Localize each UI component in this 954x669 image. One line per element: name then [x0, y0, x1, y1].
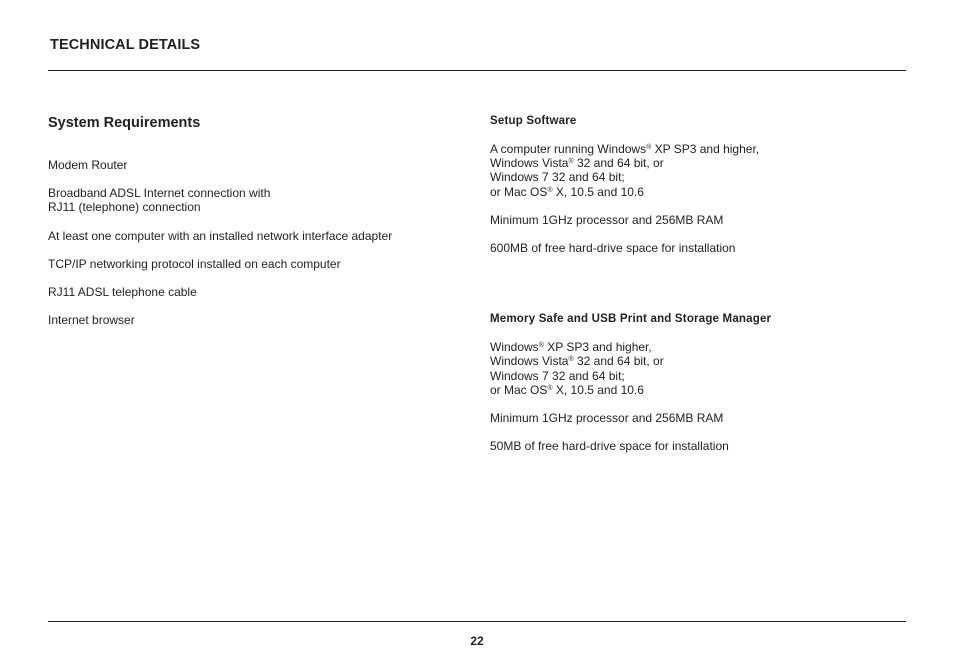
registered-mark: ®: [538, 342, 544, 350]
requirement-item: Broadband ADSL Internet connection with: [48, 186, 271, 201]
requirement-item: RJ11 (telephone) connection: [48, 200, 201, 215]
os-text: or Mac OS: [490, 184, 548, 199]
os-text: 32 and 64 bit, or: [573, 354, 664, 369]
requirement-item: TCP/IP networking protocol installed on each computer: [48, 256, 341, 271]
requirement-item: At least one computer with an installed network interface adapter: [48, 228, 393, 243]
disk-requirement: 50MB of free hard-drive space for installation: [490, 439, 729, 454]
requirement-item: RJ11 ADSL telephone cable: [48, 285, 197, 300]
os-text: 32 and 64 bit, or: [573, 156, 664, 171]
os-text: XP SP3 and higher,: [543, 340, 652, 355]
registered-mark: ®: [568, 356, 574, 364]
os-text: X, 10.5 and 10.6: [552, 184, 644, 199]
os-line-windows-7: Windows 7 32 and 64 bit;: [490, 368, 625, 383]
os-line-windows-xp: [490, 340, 890, 354]
software-requirements-column: [490, 114, 890, 453]
os-line-mac-os: [490, 185, 890, 199]
os-text: A computer running Windows: [490, 142, 647, 156]
os-line-windows-7: Windows 7 32 and 64 bit;: [490, 170, 625, 185]
os-text: Windows Vista: [490, 156, 569, 171]
page-header-title: TECHNICAL DETAILS: [50, 37, 201, 53]
os-text: Windows Vista: [490, 354, 569, 369]
disk-requirement: 600MB of free hard-drive space for installation: [490, 241, 736, 256]
registered-mark: ®: [568, 158, 574, 166]
section-title-memory-safe: Memory Safe and USB Print and Storage Manager: [490, 313, 772, 326]
registered-mark: ®: [547, 186, 553, 194]
footer-divider: [48, 621, 906, 622]
os-line-windows-vista: [490, 354, 890, 368]
registered-mark: ®: [646, 144, 652, 151]
os-text: X, 10.5 and 10.6: [552, 382, 644, 397]
processor-requirement: Minimum 1GHz processor and 256MB RAM: [490, 411, 724, 426]
page-number: 22: [470, 634, 484, 648]
section-title-setup-software: Setup Software: [490, 115, 577, 127]
requirement-item: Modem Router: [48, 158, 128, 172]
os-line-windows-xp: [490, 142, 890, 156]
registered-mark: ®: [547, 384, 553, 392]
processor-requirement: Minimum 1GHz processor and 256MB RAM: [490, 212, 724, 227]
os-line-windows-vista: [490, 156, 890, 170]
system-requirements-column: [48, 114, 468, 327]
header-divider: [48, 70, 906, 71]
os-text: XP SP3 and higher,: [651, 142, 760, 156]
os-text: or Mac OS: [490, 382, 548, 397]
os-line-mac-os: [490, 383, 890, 397]
section-title-system-requirements: System Requirements: [48, 115, 201, 131]
os-text: Windows: [490, 340, 539, 355]
requirement-item: Internet browser: [48, 313, 135, 328]
